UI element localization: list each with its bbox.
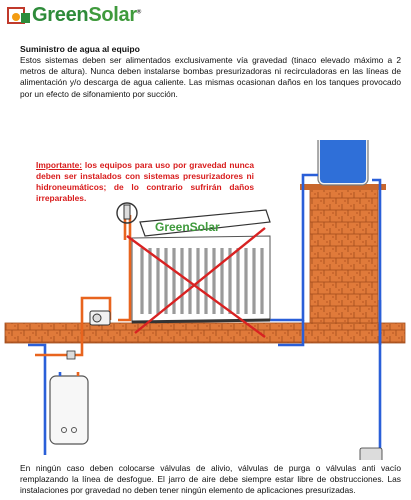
valve-icon (67, 351, 382, 460)
air-vent (117, 203, 137, 223)
warning-note (36, 160, 254, 204)
water-tank (318, 140, 368, 185)
sun-house-icon (6, 4, 32, 26)
greensolar-logo (6, 4, 141, 26)
water-heater (50, 372, 88, 444)
warning-text: los equipos para uso por gravedad nunca deben ser instalados con sistemas presurizadores ni hidroneumáticos; de lo contrario sufrirán daños irreparables. (36, 160, 254, 203)
registered-mark: ® (136, 8, 141, 15)
warning-label: Importante: (36, 160, 83, 170)
collector-brand-label: GreenSolar (155, 220, 220, 234)
brand-name-solar: Solar (88, 3, 137, 26)
tank-pedestal (310, 186, 378, 323)
intro-paragraph: Estos sistemas deben ser alimentados exclusivamente vía gravedad (tinaco elevado máximo a 2 metros de altura). Nunca deben instalarse bombas presurizadoras ni recirculadoras en las líneas de alimentación y/o descarga de agua caliente. Las mismas ocasionan daños en los tanques provocado por un efecto de sifonamiento por succión. (20, 55, 401, 99)
section-title: Suministro de agua al equipo (20, 44, 140, 54)
footer-paragraph: En ningún caso deben colocarse válvulas de alivio, válvulas de purga o válvulas anti vacío remplazando la línea de desfogue. El jarro de aire debe siempre estar libre de obstrucciones. Las instalaciones por gravedad no deben tener ningún elemento de aplicaciones presurizadas. (20, 463, 401, 496)
roof-slab (5, 323, 405, 343)
pump-icon (90, 311, 110, 325)
brand-name-green: Green (32, 3, 89, 26)
